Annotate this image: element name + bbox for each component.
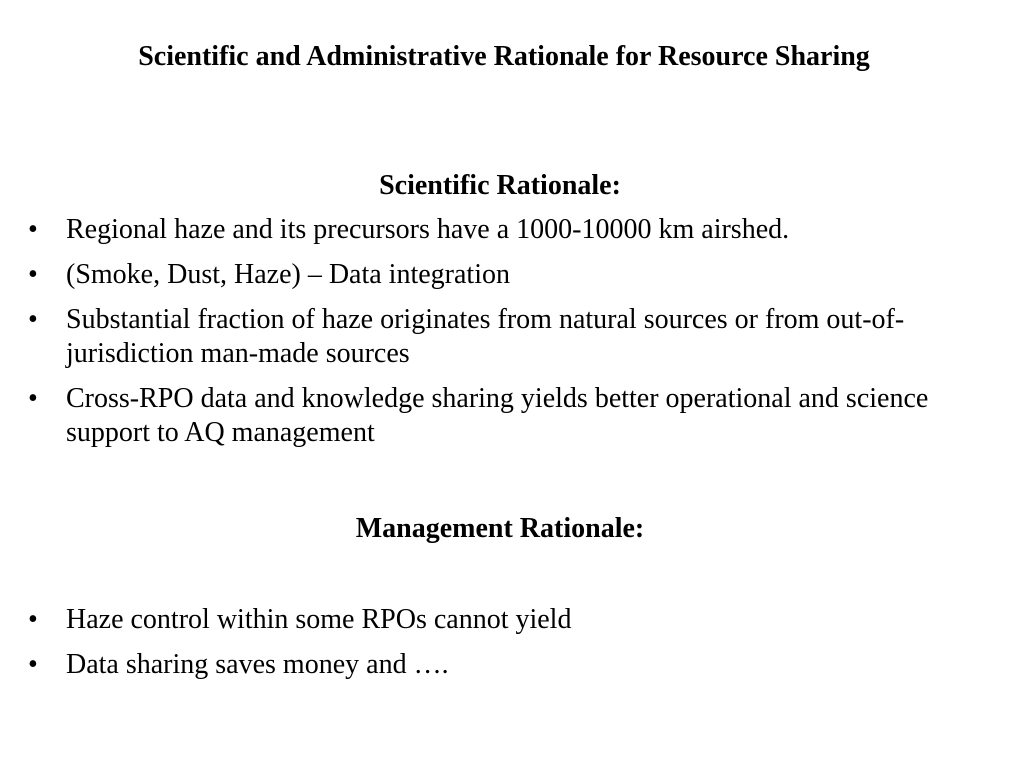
bullet-icon: •	[28, 604, 38, 635]
list-item-text: Data sharing saves money and ….	[66, 649, 449, 680]
bullet-icon: •	[28, 649, 38, 680]
bullet-icon: •	[28, 259, 38, 290]
list-item	[28, 648, 988, 682]
scientific-rationale-list	[28, 213, 988, 461]
management-rationale-heading: Management Rationale:	[355, 513, 645, 544]
list-item-text: Regional haze and its precursors have a 1000-10000 km airshed.	[66, 214, 790, 245]
scientific-rationale-heading: Scientific Rationale:	[379, 170, 621, 201]
list-item	[28, 258, 988, 292]
list-item-text: Haze control within some RPOs cannot yield	[66, 604, 572, 635]
management-rationale-list	[28, 603, 988, 693]
list-item-text: Substantial fraction of haze originates from natural sources or from out-of-jurisdiction man-made sources	[66, 304, 905, 369]
list-item-text: (Smoke, Dust, Haze) – Data integration	[66, 259, 510, 290]
bullet-icon: •	[28, 304, 38, 335]
list-item	[28, 603, 988, 637]
bullet-icon: •	[28, 383, 38, 414]
list-item-text: Cross-RPO data and knowledge sharing yields better operational and science support to AQ management	[66, 383, 929, 448]
list-item	[28, 303, 988, 371]
list-item	[28, 213, 988, 247]
list-item	[28, 382, 988, 450]
slide-title: Scientific and Administrative Rationale for Resource Sharing	[138, 41, 870, 72]
bullet-icon: •	[28, 214, 38, 245]
